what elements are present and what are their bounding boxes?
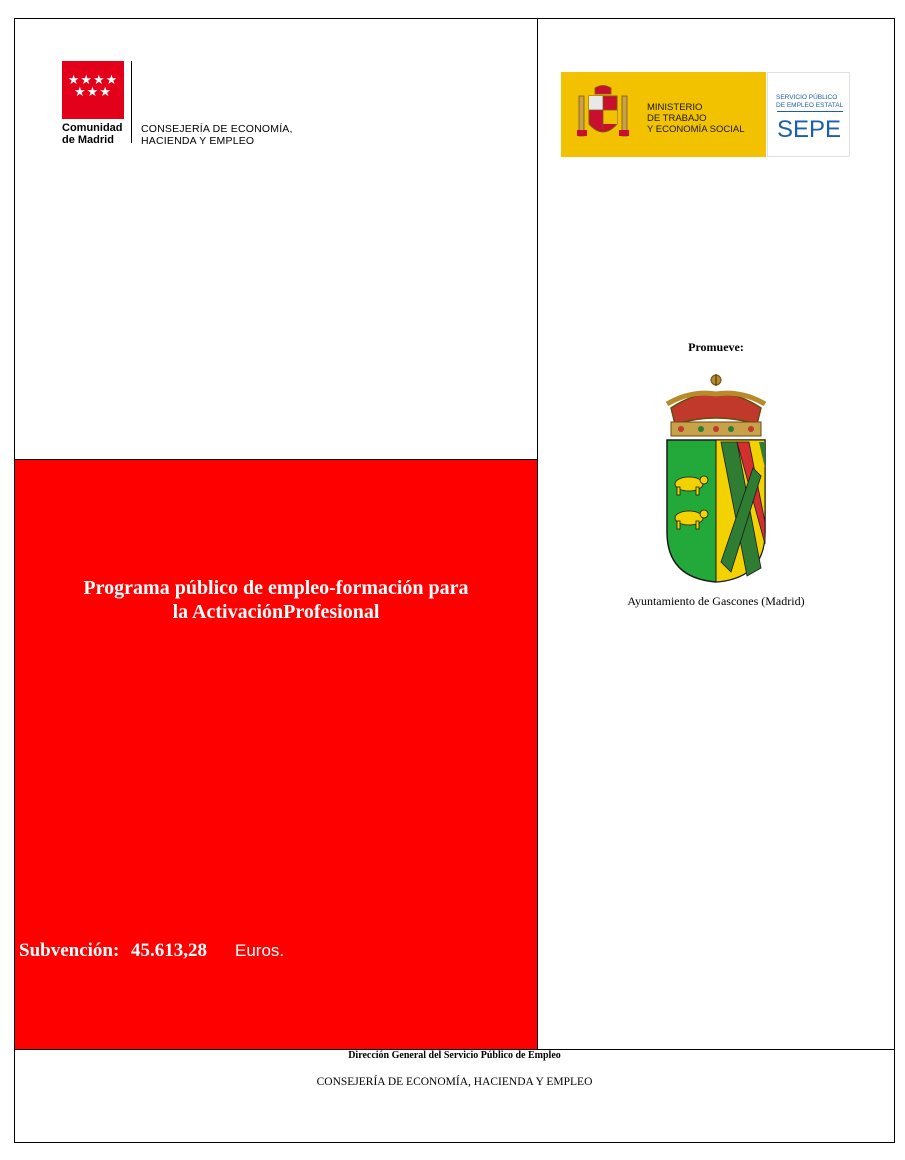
ministerio-logo: [561, 72, 766, 157]
program-title: Programa público de empleo-formación para la ActivaciónProfesional: [83, 577, 469, 623]
spain-coat-of-arms-icon: [575, 84, 631, 146]
vertical-divider: [537, 18, 538, 1049]
promoter-label: Promueve:: [688, 340, 744, 354]
footer-consejeria: CONSEJERÍA DE ECONOMÍA, HACIENDA Y EMPLEO: [316, 1076, 593, 1088]
comunidad-madrid-name: Comunidad de Madrid: [62, 122, 123, 146]
footer-direction: Dirección General del Servicio Público de Empleo: [348, 1050, 561, 1061]
subsidy-amount: 45.613,28: [131, 940, 207, 961]
sepe-logo: [767, 72, 850, 157]
logo-separator: [131, 61, 132, 143]
comunidad-madrid-logo: [62, 61, 124, 119]
gascones-coat-of-arms-icon: [661, 372, 771, 584]
stars-icon: ★★★★ ★★★: [67, 73, 119, 100]
sepe-full-name: SERVICIO PÚBLICO DE EMPLEO ESTATAL: [776, 94, 844, 109]
sepe-rule: [777, 111, 843, 112]
ministerio-name: MINISTERIO DE TRABAJO Y ECONOMÍA SOCIAL: [647, 102, 745, 135]
consejeria-name: CONSEJERÍA DE ECONOMÍA, HACIENDA Y EMPLEO: [141, 123, 293, 147]
subsidy-label: Subvención:: [19, 940, 120, 961]
sepe-acronym: SEPE: [777, 116, 842, 143]
subsidy-unit: Euros.: [235, 941, 285, 960]
promoter-name: Ayuntamiento de Gascones (Madrid): [627, 594, 805, 608]
panel-top-divider: [14, 459, 538, 460]
